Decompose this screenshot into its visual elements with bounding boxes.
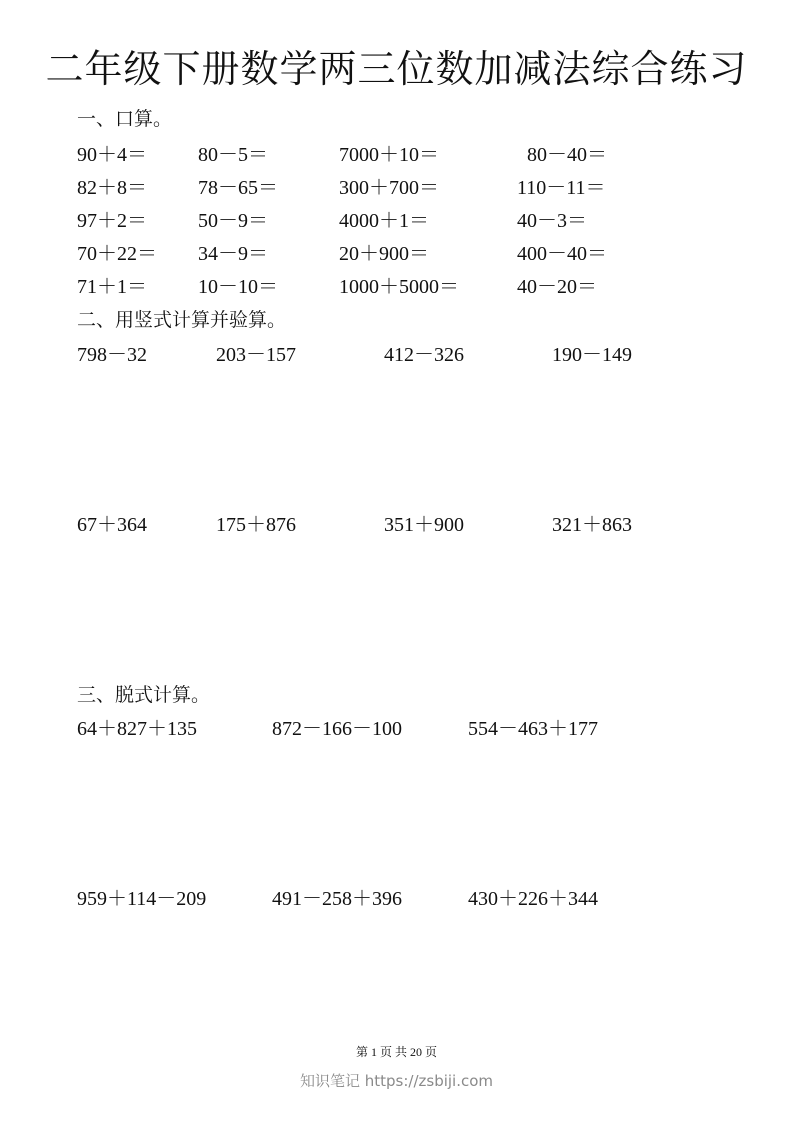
oral-problem: 80－40＝ — [527, 144, 607, 166]
stepwise-problem: 872－166－100 — [272, 718, 402, 740]
oral-row — [0, 204, 793, 230]
stepwise-problem: 430＋226＋344 — [468, 888, 598, 910]
stepwise-problem: 554－463＋177 — [468, 718, 598, 740]
section-heading-vertical: 二、用竖式计算并验算。 — [77, 309, 287, 331]
vertical-problem: 175＋876 — [216, 514, 296, 536]
page-number: 第 1 页 共 20 页 — [355, 1045, 437, 1059]
oral-problem: 40－3＝ — [517, 210, 587, 232]
vertical-problem: 351＋900 — [384, 514, 464, 536]
oral-row — [0, 237, 793, 263]
oral-problem: 78－65＝ — [198, 177, 278, 199]
oral-problem: 7000＋10＝ — [339, 144, 439, 166]
oral-row — [0, 171, 793, 197]
vertical-problem: 412－326 — [384, 344, 464, 366]
vertical-row — [0, 338, 793, 364]
oral-problem: 4000＋1＝ — [339, 210, 429, 232]
oral-row — [0, 270, 793, 296]
oral-problem: 82＋8＝ — [77, 177, 147, 199]
oral-problem: 20＋900＝ — [339, 243, 429, 265]
stepwise-row — [0, 882, 793, 908]
oral-problem: 80－5＝ — [198, 144, 268, 166]
oral-problem: 90＋4＝ — [77, 144, 147, 166]
section-heading-oral: 一、口算。 — [77, 108, 173, 130]
oral-problem: 97＋2＝ — [77, 210, 147, 232]
vertical-problem: 190－149 — [552, 344, 632, 366]
oral-problem: 1000＋5000＝ — [339, 276, 459, 298]
oral-problem: 400－40＝ — [517, 243, 607, 265]
page-title: 二年级下册数学两三位数加减法综合练习 — [45, 47, 748, 91]
stepwise-problem: 64＋827＋135 — [77, 718, 197, 740]
oral-problem: 50－9＝ — [198, 210, 268, 232]
vertical-problem: 67＋364 — [77, 514, 147, 536]
stepwise-row — [0, 712, 793, 738]
oral-problem: 34－9＝ — [198, 243, 268, 265]
oral-problem: 71＋1＝ — [77, 276, 147, 298]
oral-problem: 10－10＝ — [198, 276, 278, 298]
vertical-problem: 321＋863 — [552, 514, 632, 536]
oral-row — [0, 138, 793, 164]
stepwise-problem: 959＋114－209 — [77, 888, 207, 910]
oral-problem: 70＋22＝ — [77, 243, 157, 265]
section-heading-stepwise: 三、脱式计算。 — [77, 684, 211, 706]
oral-problem: 110－11＝ — [517, 177, 606, 199]
stepwise-problem: 491－258＋396 — [272, 888, 402, 910]
watermark-text: 知识笔记 https://zsbiji.com — [299, 1072, 494, 1090]
vertical-problem: 203－157 — [216, 344, 296, 366]
vertical-row — [0, 508, 793, 534]
vertical-problem: 798－32 — [77, 344, 147, 366]
oral-problem: 300＋700＝ — [339, 177, 439, 199]
oral-problem: 40－20＝ — [517, 276, 597, 298]
